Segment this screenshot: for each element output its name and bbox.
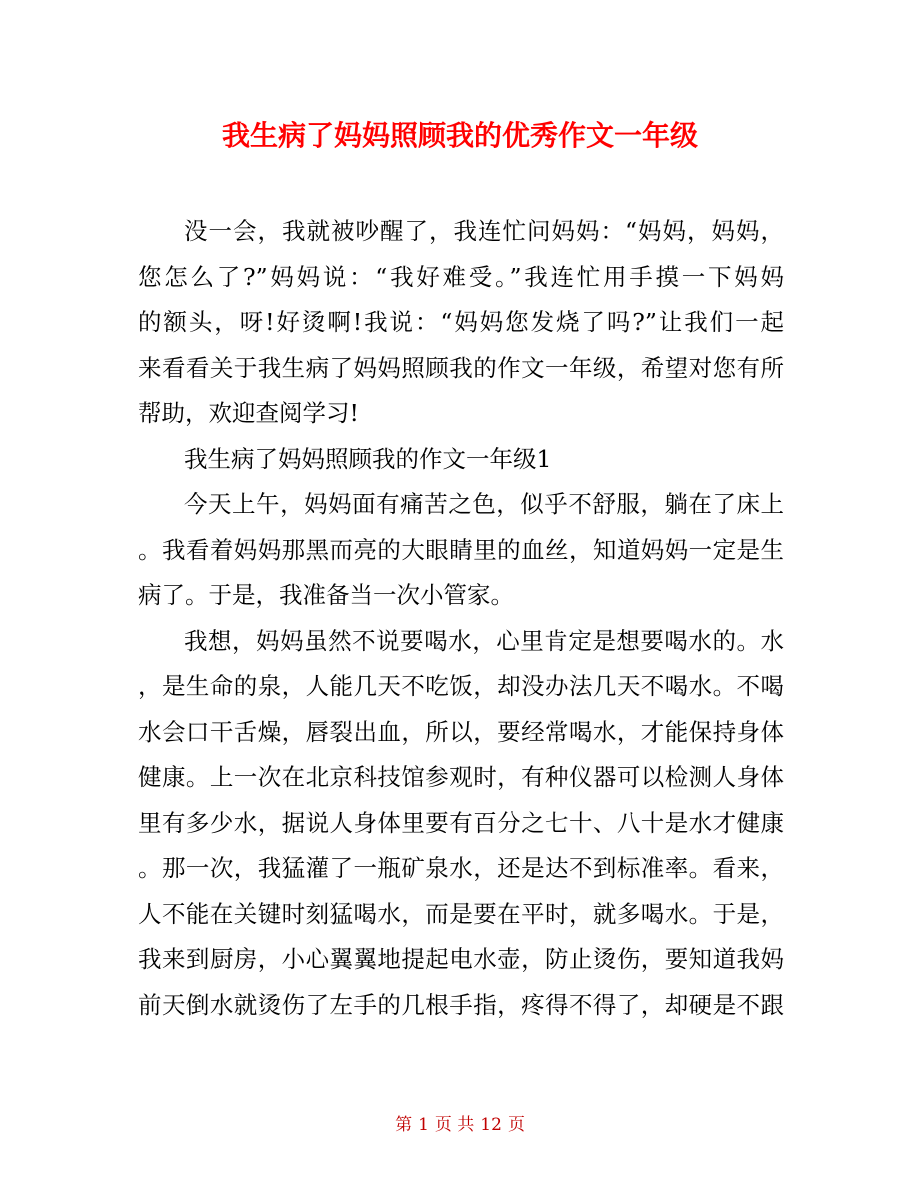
text-line: 今天上午，妈妈面有痛苦之色，似乎不舒服，躺在了床上 [184, 490, 784, 518]
text-line: 水会口干舌燥，唇裂出血，所以，要经常喝水，才能保持身体 [138, 717, 784, 746]
text-line: 我想，妈妈虽然不说要喝水，心里肯定是想要喝水的。水 [184, 626, 784, 655]
text-line: 。那一次，我猛灌了一瓶矿泉水，还是达不到标准率。看来， [138, 854, 784, 882]
text-line: 里有多少水，据说人身体里要有百分之七十、八十是水才健康 [138, 808, 784, 837]
document-body [138, 213, 784, 1032]
text-line: ，是生命的泉，人能几天不吃饭，却没办法几天不喝水。不喝 [138, 672, 784, 700]
text-line: 。我看着妈妈那黑而亮的大眼睛里的血丝，知道妈妈一定是生 [138, 535, 784, 564]
page-number: 1 [418, 1115, 429, 1135]
page-footer [0, 1113, 920, 1137]
text-line: 来看看关于我生病了妈妈照顾我的作文一年级，希望对您有所 [138, 353, 784, 382]
page-suffix: 页 [507, 1115, 525, 1135]
page-prefix: 第 [395, 1115, 413, 1135]
text-line: 病了。于是，我准备当一次小管家。 [138, 581, 514, 609]
text-line: 没一会，我就被吵醒了，我连忙问妈妈：“妈妈，妈妈， [184, 217, 784, 245]
text-line: 健康。上一次在北京科技馆参观时，有种仪器可以检测人身体 [138, 763, 784, 791]
text-line: 人不能在关键时刻猛喝水，而是要在平时，就多喝水。于是， [138, 899, 784, 928]
page-total: 12 [480, 1115, 502, 1135]
text-line: 的额头，呀!好烫啊!我说：“妈妈您发烧了吗?”让我们一起 [138, 308, 784, 336]
text-line: 帮助，欢迎查阅学习! [138, 399, 359, 427]
page-mid: 页 共 [434, 1115, 475, 1135]
text-line: 前天倒水就烫伤了左手的几根手指，疼得不得了，却硬是不跟 [138, 990, 784, 1019]
text-line: 您怎么了?”妈妈说：“我好难受。”我连忙用手摸一下妈妈 [138, 262, 784, 291]
section-heading: 我生病了妈妈照顾我的作文一年级1 [184, 444, 552, 473]
text-line: 我来到厨房，小心翼翼地提起电水壶，防止烫伤，要知道我妈 [138, 945, 784, 973]
document-title: 我生病了妈妈照顾我的优秀作文一年级 [221, 119, 698, 152]
